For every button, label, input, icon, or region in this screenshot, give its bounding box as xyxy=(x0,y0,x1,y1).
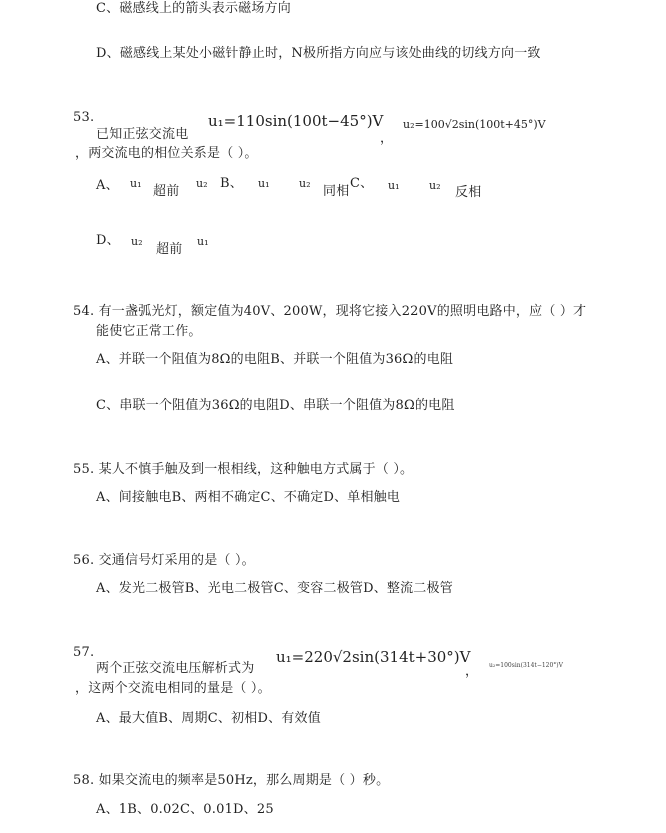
q53-option-c-u2: u₂ xyxy=(429,179,441,192)
q53-option-d-text: 超前 xyxy=(156,242,183,257)
q53-lead-text: 已知正弦交流电 xyxy=(96,127,189,142)
q57-number: 57. xyxy=(73,645,95,660)
q54-options-cd: C、串联一个阻值为36Ω的电阻D、串联一个阻值为8Ω的电阻 xyxy=(96,398,455,413)
q53-option-b-label: B、 xyxy=(220,176,243,191)
q53-option-a-u2: u₂ xyxy=(196,177,208,190)
q53-number: 53. xyxy=(73,110,95,125)
q53-option-c-u1: u₁ xyxy=(388,179,400,192)
q53-option-d-label: D、 xyxy=(96,233,120,248)
q57-lead-text: 两个正弦交流电压解析式为 xyxy=(96,661,255,676)
q52-option-d: D、磁感线上某处小磁针静止时，N极所指方向应与该处曲线的切线方向一致 xyxy=(96,46,541,61)
q54-stem-line2: 能使它正常工作。 xyxy=(96,324,202,339)
q53-option-b-u1: u₁ xyxy=(258,177,270,190)
q53-option-c-text: 反相 xyxy=(455,185,482,200)
q53-option-b-text: 同相 xyxy=(323,184,350,199)
q55-stem: 55. 某人不慎手触及到一根相线，这种触电方式属于（ ）。 xyxy=(73,462,414,477)
q57-comma: ， xyxy=(465,664,479,679)
q58-options: A、1B、0.02C、0.01D、25 xyxy=(96,802,274,817)
q53-comma: ， xyxy=(380,131,394,146)
q58-stem: 58. 如果交流电的频率是50Hz，那么周期是（ ）秒。 xyxy=(73,773,390,788)
q53-option-d-u2: u₂ xyxy=(131,235,143,248)
q53-formula-u2: u₂=100√2sin(100t+45°)V xyxy=(403,118,546,131)
q56-stem: 56. 交通信号灯采用的是（ ）。 xyxy=(73,553,255,568)
q57-formula-u1: u₁=220√2sin(314t+30°)V xyxy=(276,648,471,666)
q55-options: A、间接触电B、两相不确定C、不确定D、单相触电 xyxy=(96,490,401,505)
q53-option-c-label: C、 xyxy=(350,176,374,191)
q53-option-b-u2: u₂ xyxy=(299,177,311,190)
q53-formula-u1: u₁=110sin(100t−45°)V xyxy=(208,112,384,130)
q53-option-a-text: 超前 xyxy=(153,184,180,199)
q57-tail-text: ，这两个交流电相同的量是（ ）。 xyxy=(75,681,271,696)
q57-formula-u2: u₂=100sin(314t−120°)V xyxy=(489,662,563,669)
q53-option-a-label: A、 xyxy=(96,178,119,193)
q54-options-ab: A、并联一个阻值为8Ω的电阻B、并联一个阻值为36Ω的电阻 xyxy=(96,352,454,367)
q53-option-d-u1: u₁ xyxy=(197,235,209,248)
q53-tail-text: ，两交流电的相位关系是（ ）。 xyxy=(75,146,258,161)
q56-options: A、发光二极管B、光电二极管C、变容二极管D、整流二极管 xyxy=(96,581,453,596)
q52-option-c: C、磁感线上的箭头表示磁场方向 xyxy=(96,1,291,16)
q57-options: A、最大值B、周期C、初相D、有效值 xyxy=(96,711,321,726)
q54-stem-line1: 54. 有一盏弧光灯，额定值为40V、200W，现将它接入220V的照明电路中，应（ ）才 xyxy=(73,304,587,319)
q53-option-a-u1: u₁ xyxy=(130,177,142,190)
